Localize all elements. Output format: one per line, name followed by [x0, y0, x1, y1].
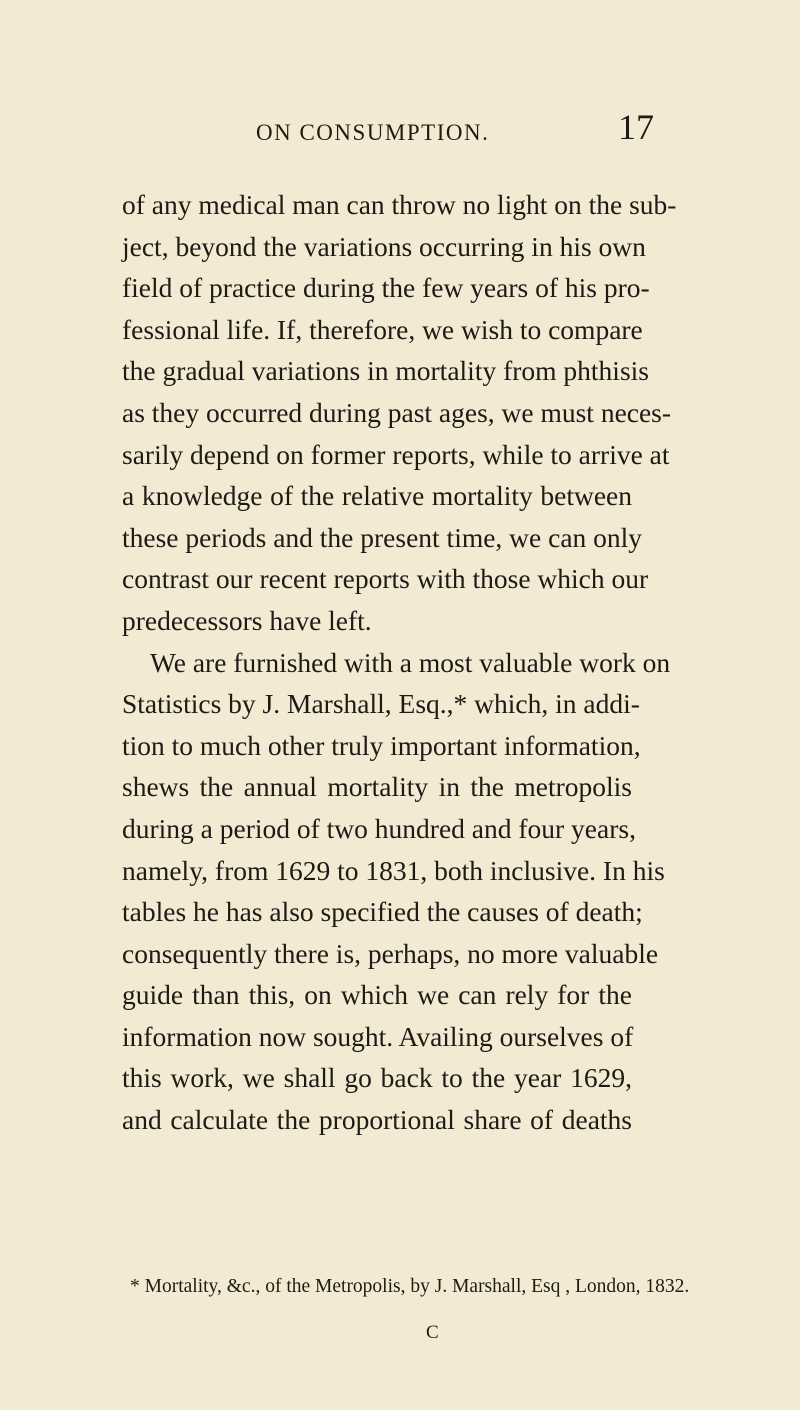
text-line: of any medical man can throw no light on the sub-: [122, 189, 677, 220]
running-head: [0, 107, 800, 158]
text-line: a knowledge of the relative mortality between: [122, 480, 632, 512]
text-line: during a period of two hundred and four years,: [122, 812, 636, 844]
signature-mark: C: [426, 1322, 439, 1343]
text-line: consequently there is, perhaps, no more valuable: [122, 937, 659, 969]
text-line: these periods and the present time, we can only: [122, 521, 643, 553]
text-line: field of practice during the few years of his pro-: [122, 272, 650, 304]
text-line: ject, beyond the variations occurring in his own: [122, 230, 646, 262]
text-line: tion to much other truly important information,: [122, 729, 641, 761]
text-line: and calculate the proportional share of deaths: [122, 1104, 632, 1136]
text-line: shews the annual mortality in the metropolis: [122, 771, 632, 803]
text-line: predecessors have left.: [122, 604, 372, 636]
page-number: 17: [618, 107, 654, 147]
text-line: fessional life. If, therefore, we wish to compare: [122, 313, 643, 345]
text-line: as they occurred during past ages, we must neces-: [122, 396, 672, 428]
text-line: tables he has also specified the causes of death;: [122, 896, 643, 928]
text-line: contrast our recent reports with those which our: [122, 563, 649, 595]
running-title: ON CONSUMPTION.: [256, 120, 490, 145]
text-line: guide than this, on which we can rely for the: [122, 979, 632, 1011]
text-line: namely, from 1629 to 1831, both inclusive. In his: [122, 854, 665, 886]
text-line: sarily depend on former reports, while to arrive at: [122, 438, 670, 470]
body-text: [122, 184, 677, 1141]
text-line: this work, we shall go back to the year 1629,: [122, 1062, 632, 1094]
text-line: the gradual variations in mortality from phthisis: [122, 355, 649, 387]
text-line: We are furnished with a most valuable work on: [150, 646, 671, 678]
footnote: * Mortality, &c., of the Metropolis, by J. Marshall, Esq , London, 1832.: [130, 1276, 690, 1297]
text-line: Statistics by J. Marshall, Esq.,* which, in addi-: [122, 688, 640, 720]
text-line: information now sought. Availing ourselves of: [122, 1020, 634, 1052]
